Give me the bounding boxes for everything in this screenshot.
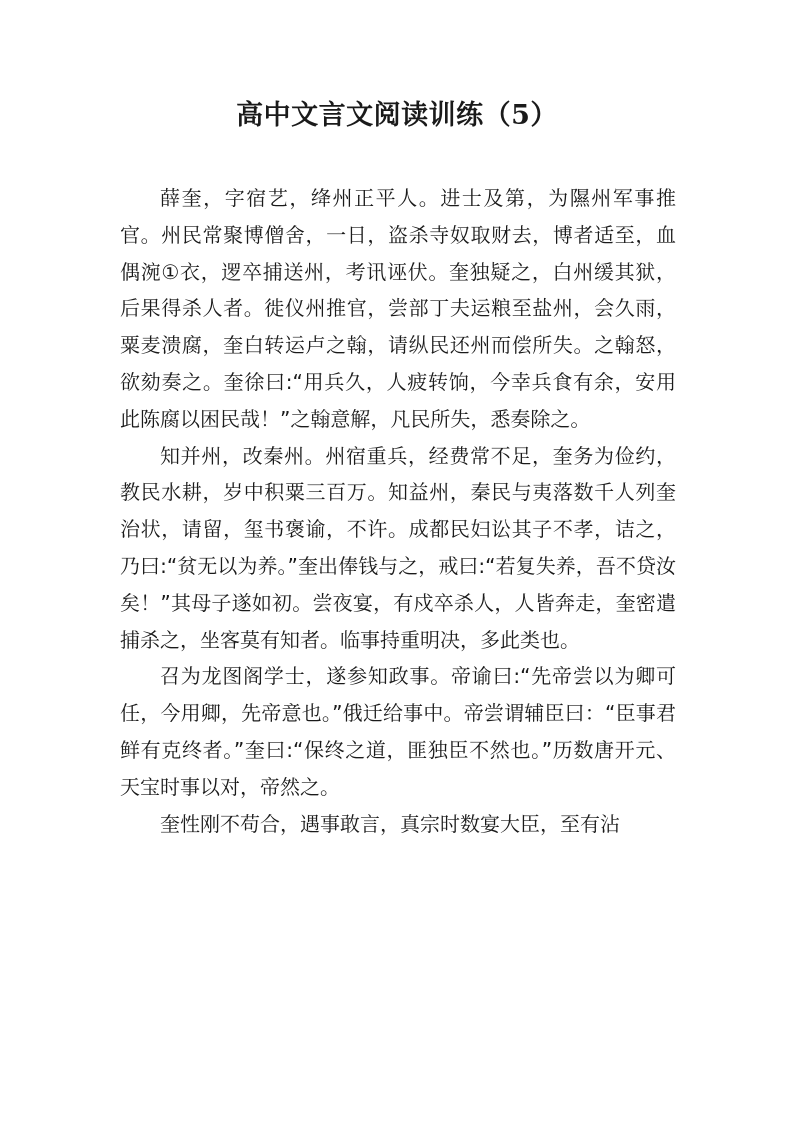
document-body xyxy=(120,180,676,842)
paragraph-1: 薛奎，字宿艺，绛州正平人。进士及第，为隰州军事推官。州民常聚博僧舍，一日，盗杀寺奴取财去，博者适至，血偶涴①衣，逻卒捕送州，考讯诬伏。奎独疑之，白州缓其狱，后果得杀人者。徙仪州推官，尝部丁夫运粮至盐州，会久雨，粟麦溃腐，奎白转运卢之翰，请纵民还州而偿所失。之翰怒，欲劾奏之。奎徐曰:“用兵久，人疲转饷，今幸兵食有余，安用此陈腐以困民哉！”之翰意解，凡民所失，悉奏除之。 xyxy=(120,186,676,431)
paragraph-4: 奎性刚不苟合，遇事敢言，真宗时数宴大臣，至有沾 xyxy=(160,811,620,836)
document-title: 高中文言文阅读训练（5） xyxy=(236,100,558,131)
paragraph-2: 知并州，改秦州。州宿重兵，经费常不足，奎务为俭约，教民水耕，岁中积粟三百万。知益州，秦民与夷落数千人列奎治状，请留，玺书褒谕，不许。成都民妇讼其子不孝，诘之，乃曰:“贫无以为养。”奎出俸钱与之，戒曰:“若复失养，吾不贷汝矣！”其母子遂如初。尝夜宴，有戍卒杀人，人皆奔走，奎密遣捕杀之，坐客莫有知者。临事持重明决，多此类也。 xyxy=(120,443,676,652)
paragraph-3: 召为龙图阁学士，遂参知政事。帝谕曰:“先帝尝以为卿可任，今用卿，先帝意也。”俄迁给事中。帝尝谓辅臣曰：“臣事君鲜有克终者。”奎曰:“保终之道，匪独臣不然也。”历数唐开元、天宝时事以对，帝然之。 xyxy=(120,664,676,799)
